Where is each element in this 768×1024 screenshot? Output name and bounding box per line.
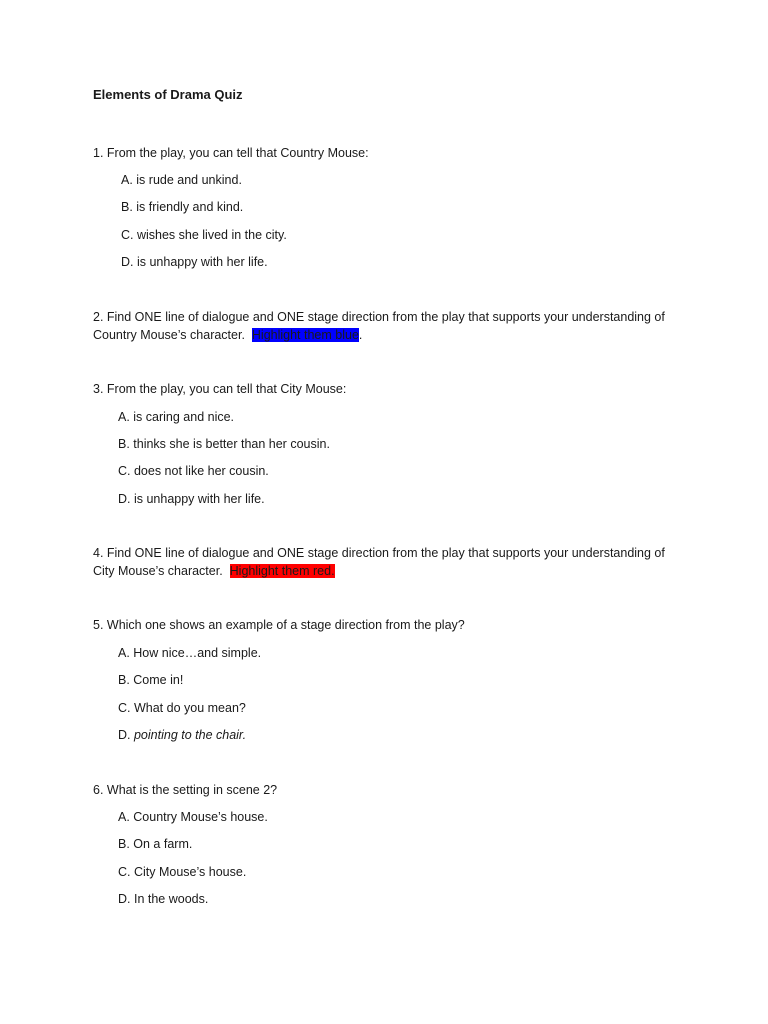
question-6: 6. What is the setting in scene 2?: [93, 783, 278, 797]
question-5-option-d: [118, 726, 246, 744]
question-1-option-d: D. is unhappy with her life.: [121, 255, 268, 269]
question-6-option-d: D. In the woods.: [118, 892, 209, 906]
question-3-option-a: A. is caring and nice.: [118, 410, 235, 424]
question-1-option-c: C. wishes she lived in the city.: [121, 228, 287, 242]
question-2-text: 2. Find ONE line of dialogue and ONE stage direction from the play that supports your understanding of Country Mouse’s character.: [93, 310, 665, 342]
question-3-option-d: D. is unhappy with her life.: [118, 492, 265, 506]
document-title: Elements of Drama Quiz: [93, 87, 243, 102]
question-6-option-c: C. City Mouse’s house.: [118, 865, 247, 879]
question-5-option-d-letter: D.: [118, 728, 131, 742]
question-1: 1. From the play, you can tell that Country Mouse:: [93, 146, 369, 160]
question-5-option-a: A. How nice…and simple.: [118, 646, 262, 660]
question-4-text: 4. Find ONE line of dialogue and ONE stage direction from the play that supports your understanding of City Mouse’s character.: [93, 546, 665, 578]
question-2: 2. Find ONE line of dialogue and ONE stage direction from the play that supports your understanding of Country Mouse’s character. Highlight them blue.: [93, 310, 665, 342]
question-6-option-a: A. Country Mouse’s house.: [118, 810, 268, 824]
highlight-red-instruction: Highlight them red.: [229, 564, 335, 578]
question-5-option-d-italic: pointing to the chair.: [133, 728, 247, 742]
question-3-option-c: C. does not like her cousin.: [118, 464, 269, 478]
question-3: 3. From the play, you can tell that City Mouse:: [93, 382, 347, 396]
question-3-option-b: B. thinks she is better than her cousin.: [118, 437, 330, 451]
question-1-option-b: B. is friendly and kind.: [121, 200, 244, 214]
question-5-option-b: B. Come in!: [118, 673, 184, 687]
question-5: 5. Which one shows an example of a stage direction from the play?: [93, 618, 465, 632]
highlight-blue-instruction: Highlight them blue: [251, 328, 359, 342]
question-1-option-a: A. is rude and unkind.: [121, 173, 242, 187]
question-4: [93, 544, 683, 580]
question-6-option-b: B. On a farm.: [118, 837, 193, 851]
question-5-option-c: C. What do you mean?: [118, 701, 246, 715]
